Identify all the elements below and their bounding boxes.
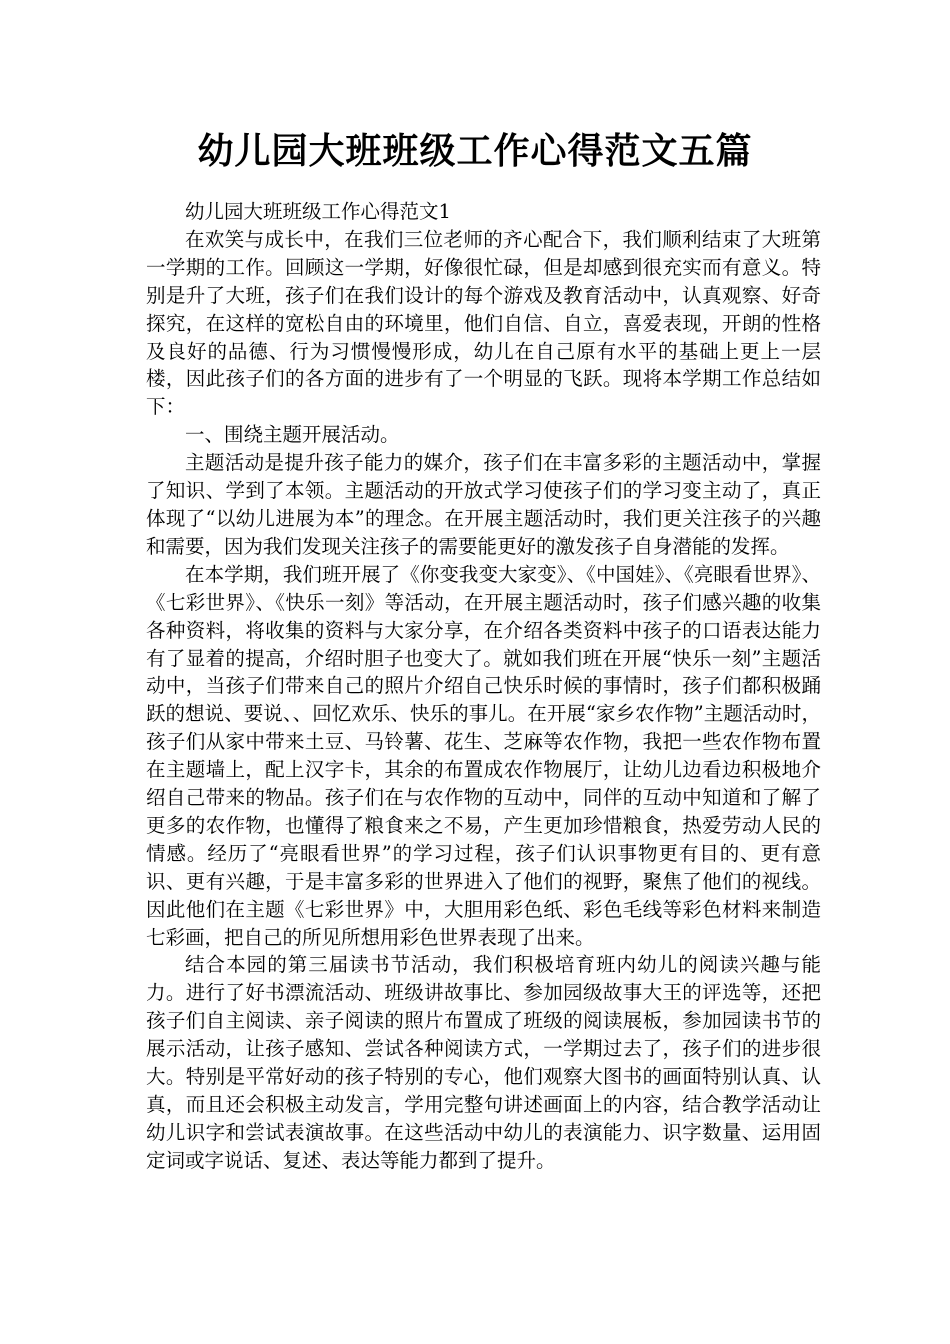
section-heading: 一、围绕主题开展活动。 — [185, 423, 400, 447]
document-title: 幼儿园大班班级工作心得范文五篇 — [197, 131, 753, 172]
body-paragraph: 结合本园的第三届读书节活动，我们积极培育班内幼儿的阅读兴趣与能力。进行了好书漂流活动、班级讲故事比、参加园级故事大王的评选等，还把孩子们自主阅读、亲子阅读的照片布置成了班级的阅读展板，参加园读书节的展示活动，让孩子感知、尝试各种阅读方式，一学期过去了，孩子们的进步很大。特别是平常好动的孩子特别的专心，他们观察大图书的画面特别认真、认真，而且还会积极主动发言，学用完整句讲述画面上的内容，结合教学活动让幼儿识字和尝试表演故事。在这些活动中幼儿的表演能力、识字数量、运用固定词或字说话、复述、表达等能力都到了提升。 — [146, 953, 821, 1172]
body-paragraph: 在欢笑与成长中，在我们三位老师的齐心配合下，我们顺利结束了大班第一学期的工作。回顾这一学期，好像很忙碌，但是却感到很充实而有意义。特别是升了大班，孩子们在我们设计的每个游戏及教育活动中，认真观察、好奇探究，在这样的宽松自由的环境里，他们自信、自立，喜爱表现，开朗的性格及良好的品德、行为习惯慢慢形成，幼儿在自己原有水平的基础上更上一层楼，因此孩子们的各方面的进步有了一个明显的飞跃。现将本学期工作总结如下： — [146, 227, 821, 419]
document-body — [146, 198, 821, 1175]
body-paragraph: 在本学期，我们班开展了《你变我变大家变》、《中国娃》、《亮眼看世界》、《七彩世界》、《快乐一刻》等活动，在开展主题活动时，孩子们感兴趣的收集各种资料，将收集的资料与大家分享，在介绍各类资料中孩子的口语表达能力有了显着的提高，介绍时胆子也变大了。就如我们班在开展“快乐一刻”主题活动中，当孩子们带来自己的照片介绍自己快乐时候的事情时，孩子们都积极踊跃的想说、要说、、回忆欢乐、快乐的事儿。在开展“家乡农作物”主题活动时，孩子们从家中带来土豆、马铃薯、花生、芝麻等农作物，我把一些农作物布置在主题墙上，配上汉字卡，其余的布置成农作物展厅，让幼儿边看边积极地介绍自己带来的物品。孩子们在与农作物的互动中，同伴的互动中知道和了解了更多的农作物，也懂得了粮食来之不易，产生更加珍惜粮食，热爱劳动人民的情感。经历了“亮眼看世界”的学习过程，孩子们认识事物更有目的、更有意识、更有兴趣，于是丰富多彩的世界进入了他们的视野，聚焦了他们的视线。因此他们在主题《七彩世界》中，大胆用彩色纸、彩色毛线等彩色材料来制造七彩画，把自己的所见所想用彩色世界表现了出来。 — [146, 562, 821, 949]
body-paragraph: 主题活动是提升孩子能力的媒介，孩子们在丰富多彩的主题活动中，掌握了知识、学到了本领。主题活动的开放式学习使孩子们的学习变主动了，真正体现了“以幼儿进展为本”的理念。在开展主题活动时，我们更关注孩子的兴趣和需要，因为我们发现关注孩子的需要能更好的激发孩子自身潜能的发挥。 — [146, 451, 821, 558]
section-heading: 幼儿园大班班级工作心得范文1 — [185, 200, 451, 223]
